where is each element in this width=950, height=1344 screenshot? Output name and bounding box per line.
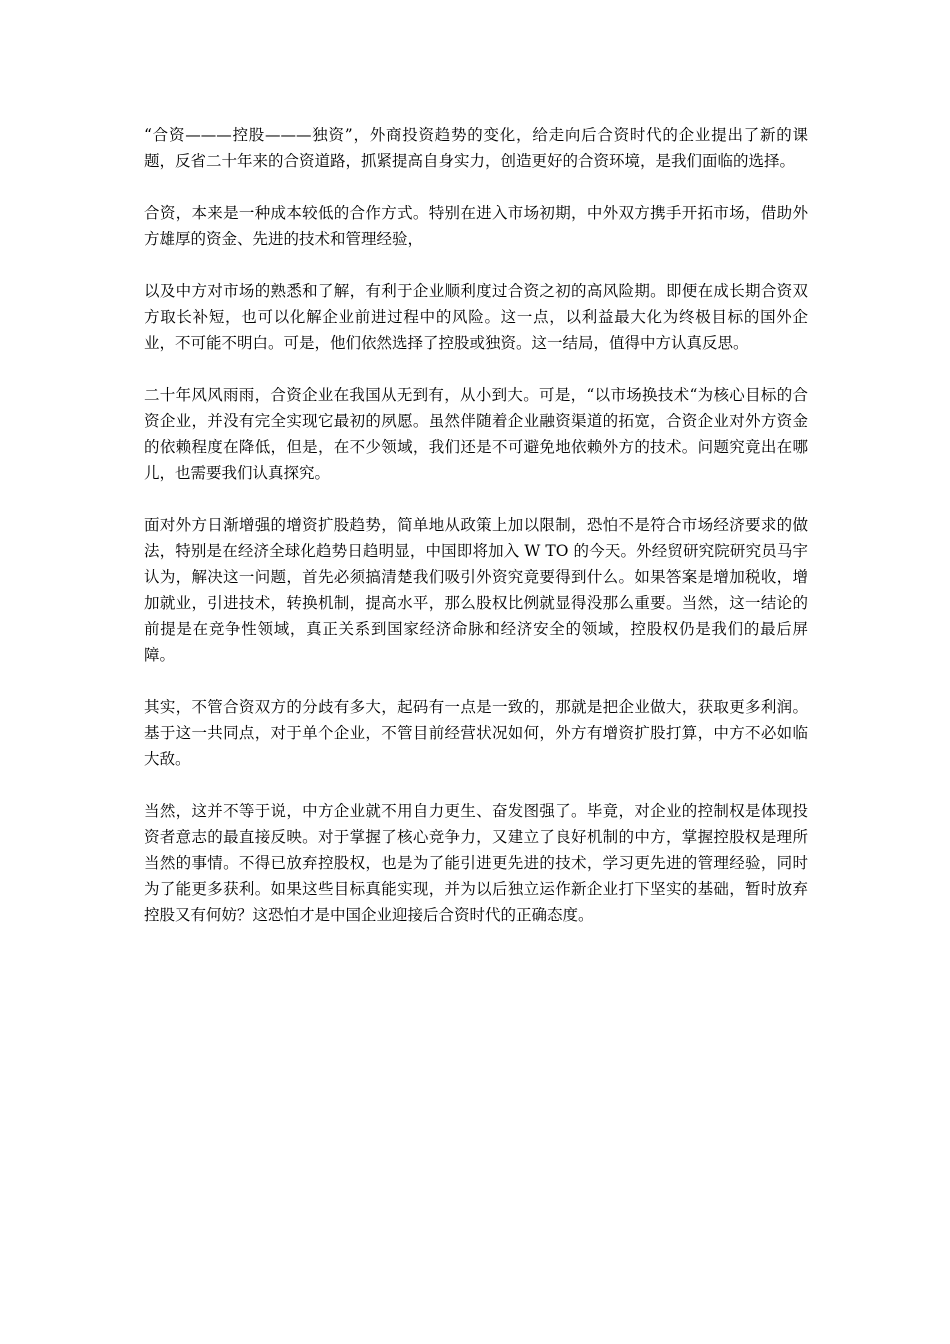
paragraph-2: 合资，本来是一种成本较低的合作方式。特别在进入市场初期，中外双方携手开拓市场，借助外方雄厚的资金、先进的技术和管理经验，: [144, 204, 808, 248]
paragraph-5: 面对外方日渐增强的增资扩股趋势，简单地从政策上加以限制，恐怕不是符合市场经济要求的做法，特别是在经济全球化趋势日趋明显，中国即将加入 W TO 的今天。外经贸研究院研究员马宇认为，解决这一问题，首先必须搞清楚我们吸引外资究竟要得到什么。如果答案是增加税收，增加就业，引进技术，转换机制，提高水平，那么股权比例就显得没那么重要。当然，这一结论的前提是在竞争性领域，真正关系到国家经济命脉和经济安全的领域，控股权仍是我们的最后屏障。: [144, 516, 808, 664]
paragraph-3: 以及中方对市场的熟悉和了解，有利于企业顺利度过合资之初的高风险期。即便在成长期合资双方取长补短，也可以化解企业前进过程中的风险。这一点，以利益最大化为终极目标的国外企业，不可能不明白。可是，他们依然选择了控股或独资。这一结局，值得中方认真反思。: [144, 282, 808, 352]
paragraph-6: 其实，不管合资双方的分歧有多大，起码有一点是一致的，那就是把企业做大，获取更多利润。基于这一共同点，对于单个企业，不管目前经营状况如何，外方有增资扩股打算，中方不必如临大敌。: [144, 698, 808, 768]
paragraph-1: “合资———控股———独资”，外商投资趋势的变化，给走向后合资时代的企业提出了新的课题，反省二十年来的合资道路，抓紧提高自身实力，创造更好的合资环境，是我们面临的选择。: [144, 126, 808, 170]
paragraph-4: 二十年风风雨雨，合资企业在我国从无到有，从小到大。可是，“以市场换技术“为核心目标的合资企业，并没有完全实现它最初的夙愿。虽然伴随着企业融资渠道的拓宽，合资企业对外方资金的依赖程度在降低，但是，在不少领域，我们还是不可避免地依赖外方的技术。问题究竟出在哪儿，也需要我们认真探究。: [144, 386, 808, 482]
paragraph-7: 当然，这并不等于说，中方企业就不用自力更生、奋发图强了。毕竟，对企业的控制权是体现投资者意志的最直接反映。对于掌握了核心竞争力，又建立了良好机制的中方，掌握控股权是理所当然的事情。不得已放弃控股权，也是为了能引进更先进的技术，学习更先进的管理经验，同时为了能更多获利。如果这些目标真能实现，并为以后独立运作新企业打下坚实的基础，暂时放弃控股又有何妨？这恐怕才是中国企业迎接后合资时代的正确态度。: [144, 802, 808, 924]
document-body: [144, 122, 808, 954]
